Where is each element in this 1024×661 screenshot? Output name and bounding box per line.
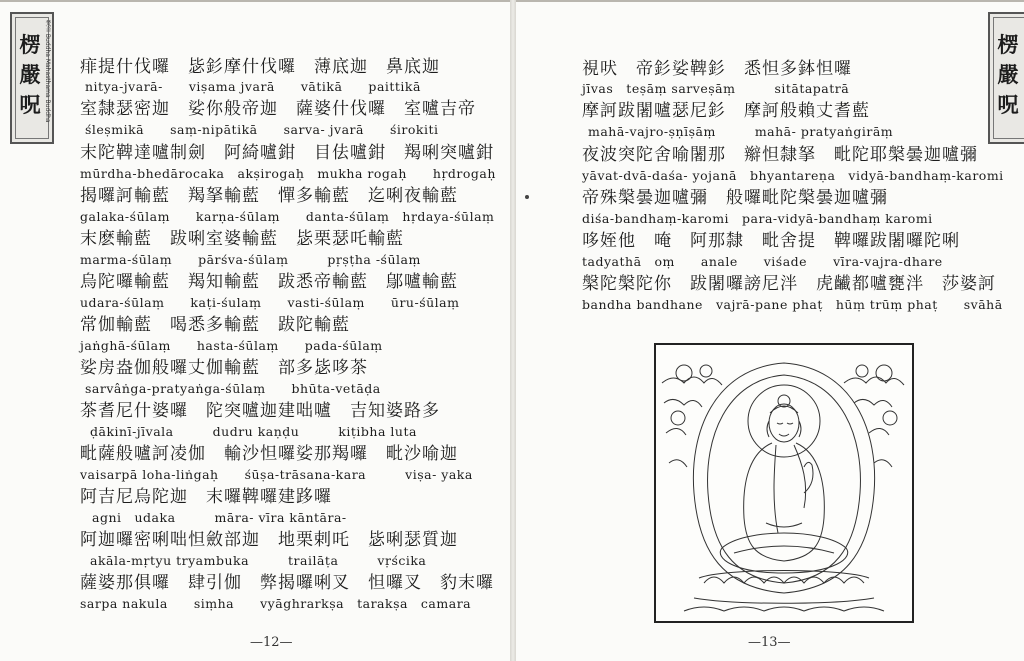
roman-line: udara-śūlaṃ kaṭi-śulaṃ vasti-śūlaṃ ūru-śūlaṃ xyxy=(80,295,460,310)
verse-line: 末麽輸藍 跋唎室婆輸藍 毖栗瑟吒輸藍 xyxy=(80,229,404,249)
roman-line: akāla-mṛtyu tryambuka trailāṭa vṛścika xyxy=(90,553,427,568)
verse-line: 哆姪他 唵 阿那隸 毗舍提 鞞囉跋闍囉陀唎 xyxy=(582,231,960,251)
roman-line: vaisarpā loha-liṅgaḥ śūṣa-trāsana-kara viṣa- yaka xyxy=(80,467,473,482)
verse-line: 視吠 帝釤娑鞞釤 悉怛多鉢怛囉 xyxy=(582,59,852,79)
side-subtitle: 梵音 Buddha Mahasthama Buddha xyxy=(44,20,51,123)
verse-line: 槃陀槃陀你 跋闍囉謗尼泮 虎䶪都嚧甕泮 莎婆訶 xyxy=(582,274,996,294)
verse-line: 揭囉訶輸藍 羯拏輸藍 憚多輸藍 迄唎夜輸藍 xyxy=(80,186,458,206)
verse-line: 常伽輸藍 喝悉多輸藍 跋陀輸藍 xyxy=(80,315,350,335)
verse-line: 痱提什伐囉 毖釤摩什伐囉 薄底迦 鼻底迦 xyxy=(80,57,440,77)
verse-line: 摩訶跋闍嚧瑟尼釤 摩訶般賴丈耆藍 xyxy=(582,101,870,121)
page-number: —13— xyxy=(748,635,791,650)
roman-line: sarpa nakula siṃha vyāghrarkṣa tarakṣa camara xyxy=(80,596,472,611)
roman-line: śleṣmikā saṃ-nipātikā sarva- jvarā śirokiti xyxy=(85,122,439,137)
roman-line: agni udaka māra- vīra kāntāra- xyxy=(92,510,347,525)
side-title-box xyxy=(988,12,1024,144)
buddha-illustration xyxy=(654,343,914,623)
roman-line: jaṅghā-śūlaṃ hasta-śūlaṃ pada-śūlaṃ xyxy=(80,338,383,353)
side-title-box xyxy=(10,12,54,144)
verse-line: 娑房盎伽般囉丈伽輸藍 部多毖哆茶 xyxy=(80,358,368,378)
page-number: —12— xyxy=(250,635,293,650)
roman-line: jīvas teṣāṃ sarveṣāṃ sitātapatrā xyxy=(582,81,850,96)
verse-line: 夜波突陀舍喻闍那 辮怛隸拏 毗陀耶槃曇迦嚧彌 xyxy=(582,145,978,165)
verse-line: 烏陀囉輸藍 羯知輸藍 跋悉帝輸藍 鄔嚧輸藍 xyxy=(80,272,458,292)
top-rule xyxy=(0,0,510,2)
roman-line: yāvat-dvā-daśa- yojanā bhyantareṇa vidyā-bandhaṃ-karomi xyxy=(582,168,1004,183)
roman-line: ḍākinī-jīvala dudru kaṇḍu kiṭibha luta xyxy=(90,424,417,439)
verse-line: 阿迦囉密唎咄怛斂部迦 地栗剌吒 毖唎瑟質迦 xyxy=(80,530,458,550)
verse-line: 毗薩般嚧訶凌伽 輸沙怛囉娑那羯囉 毗沙喻迦 xyxy=(80,444,458,464)
roman-line: tadyathā oṃ anale viśade vīra-vajra-dhare xyxy=(582,254,943,269)
roman-line: mahā-vajro-ṣṇīṣāṃ mahā- pratyaṅgirāṃ xyxy=(588,124,894,139)
verse-line: 末陀鞞達嚧制劍 阿綺嚧鉗 目佉嚧鉗 羯唎突嚧鉗 xyxy=(80,143,494,163)
roman-line: mūrdha-bhedārocaka akṣirogaḥ mukha rogaḥ hṛdrogaḥ xyxy=(80,166,496,181)
binding-mark xyxy=(525,195,529,199)
side-title: 楞嚴呪 xyxy=(997,32,1019,117)
verse-line: 茶耆尼什婆囉 陀突嚧迦建咄嚧 吉知婆路多 xyxy=(80,401,440,421)
verse-line: 室隸瑟密迦 娑你般帝迦 薩婆什伐囉 室嚧吉帝 xyxy=(80,99,476,119)
roman-line: sarvâṅga-pratyaṅga-śūlaṃ bhūta-vetāḍa xyxy=(85,381,381,396)
roman-line: marma-śūlaṃ pārśva-śūlaṃ pṛṣṭha -śūlaṃ xyxy=(80,252,421,267)
verse-line: 薩婆那俱囉 肆引伽 弊揭囉唎叉 怛囉叉 豹末囉 xyxy=(80,573,494,593)
roman-line: diśa-bandhaṃ-karomi para-vidyā-bandhaṃ karomi xyxy=(582,211,933,226)
verse-line: 帝殊槃曇迦嚧彌 般囉毗陀槃曇迦嚧彌 xyxy=(582,188,888,208)
roman-line: bandha bandhane vajrā-pane phaṭ hūṃ trūṃ phaṭ svāhā xyxy=(582,297,1003,312)
right-page xyxy=(516,0,1024,661)
verse-line: 阿吉尼烏陀迦 末囉鞞囉建跢囉 xyxy=(80,487,332,507)
side-title: 楞嚴呪 xyxy=(19,32,41,117)
roman-line: galaka-śūlaṃ karṇa-śūlaṃ danta-śūlaṃ hṛdaya-śūlaṃ xyxy=(80,209,495,224)
left-page xyxy=(0,0,510,661)
roman-line: nitya-jvarā- viṣama jvarā vātikā paittikā xyxy=(85,79,421,94)
top-rule xyxy=(516,0,1024,2)
